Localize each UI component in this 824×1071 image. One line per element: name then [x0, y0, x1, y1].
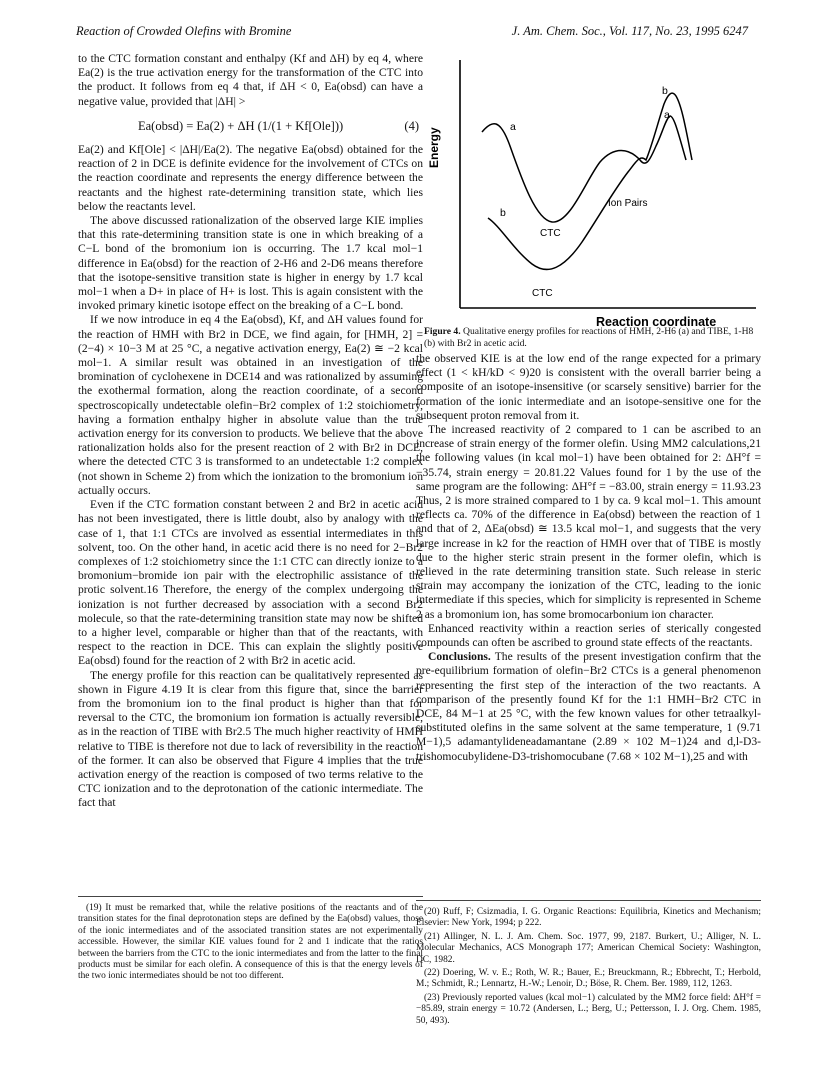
running-head-citation: J. Am. Chem. Soc., Vol. 117, No. 23, 1995 6247 — [511, 24, 748, 38]
x-axis-label: Reaction coordinate — [596, 315, 717, 326]
footnotes-right — [416, 900, 761, 1029]
figure-caption-text: Qualitative energy profiles for reactions of HMH, 2-H6 (a) and TIBE, 1-H8 (b) with Br2 in acetic acid. — [424, 326, 754, 349]
figure-caption — [424, 326, 760, 350]
equation-4 — [78, 119, 423, 133]
paragraph: Enhanced reactivity within a reaction series of sterically congested compounds can often be ascribed to ground state effects of the reactants. — [416, 621, 761, 650]
label-a-left: a — [510, 121, 516, 133]
left-column — [78, 52, 423, 811]
paragraph: The energy profile for this reaction can be qualitatively represented as shown in Figure 4.19 It is clear from this figure that, since the barrier from the bromonium ion to the final product is higher than that for reversal to the CTC, the bromonium ion formation is actually reversible, as in the reaction of TIBE with Br2.5 The much higher reactivity of HMH relative to TIBE is therefore not due to lack of reversibility in the reaction of the former. It can also be observed that Figure 4 implies that the true activation energy of the reaction is composed of two terms relative to the CTC ionization and to the deprotonation of the cationic intermediate. The fact that — [78, 668, 423, 810]
paragraph: The above discussed rationalization of the observed large KIE implies that this rate-determining transition state is one in which breaking of a C−L bond of the bromonium ion is occurring. The 1.7 kcal mol−1 difference in Ea(obsd) for the reaction of 2-H6 and 2-D6 means therefore that the isotope-sensitive transition state is higher in energy by 1.7 kcal mol−1 when a D+ in place of H+ is lost. This is again consistent with the invoked primary kinetic isotope effect on the breaking of a C−L bond. — [78, 214, 423, 313]
footnote-19: (19) It must be remarked that, while the relative positions of the reactants and of the transition states for the final deprotonation steps are defined by the Ea(obsd) values, those of the ionic intermediates and of the associated transition states are not experimentally accessible. However, the similar KIE values found for 2 and 1 indicate that the ratios between the barriers from the CTC to the ionic intermediates and from the latter to the final products must be similar for each olefin. A consequence of this is that the energy levels of the two ionic intermediates should be not too different. — [78, 903, 423, 982]
right-column — [416, 352, 761, 764]
figure-caption-label: Figure 4. — [424, 326, 461, 337]
running-head — [0, 24, 824, 44]
paragraph: to the CTC formation constant and enthalpy (Kf and ΔH) by eq 4, where Ea(2) is the true activation energy for the transformation of the CTC into the product. It follows from eq 4 that, if ΔH < 0, Ea(obsd) can have a negative value, provided that |ΔH| > — [78, 52, 423, 108]
footnote-23: (23) Previously reported values (kcal mol−1) calculated by the MM2 force field: ΔH°f = −85.89, strain energy = 10.72 (Andersen, L.; Berg, U.; Pettersson, I. J. Org. Chem. 1985, 50, 493). — [416, 992, 761, 1026]
running-head-title: Reaction of Crowded Olefins with Bromine — [76, 24, 292, 38]
paragraph: the observed KIE is at the low end of the range expected for a primary effect (1 < kH/kD < 9)20 is consistent with the overall barrier being a composite of an isotope-insensitive (or scarsely sensitive) barrier for the formation of the ionic intermediate and an isotope-sensitive one for the subsequent proton removal from it. — [416, 352, 761, 422]
conclusions-heading: Conclusions. — [428, 650, 491, 664]
label-a-peak: a — [664, 109, 670, 121]
label-ctc-lower: CTC — [532, 288, 553, 299]
label-b-peak: b — [662, 85, 668, 97]
equation-number: (4) — [404, 118, 419, 133]
paragraph: The increased reactivity of 2 compared to 1 can be ascribed to an increase of strain energy of the former olefin. Using MM2 calculations,21 the following values (in kcal mol−1) have been obtained for 2: ΔH°f = −35.74, strain energy = 20.81.22 Values found for 1 by the use of the same program are the following: ΔH°f = −83.00, strain energy = 11.93.23 Thus, 2 is more strained compared to 1 by ca. 9 kcal mol−1. This amount reflects ca. 70% of the difference in Ea(obsd) between the reaction of 1 and that of 2, ΔEa(obsd) ≅ 13.5 kcal mol−1, and suggests that the very large increase in k2 for the reaction of HMH over that of TIBE is mostly due to the higher steric strain present in the former olefin, which is relieved in the rate determining transition state. Such release in steric strain may accompany the ionization of the CTC, leading to the ionic intermediate if this species, which for simplicity is represented in Scheme 2 as a bromonium ion, has some bromocarbonium ion character. — [416, 423, 761, 621]
paragraph-conclusions — [416, 650, 761, 764]
paragraph: Even if the CTC formation constant between 2 and Br2 in acetic acid has not been investigated, there is little doubt, also by analogy with the case of 1, that 1:1 CTCs are involved as essential intermediates in this solvent, too. On the other hand, in acetic acid there is no need for 2−Br2 complexes of 1:2 stoichiometry since the 1:1 CTC can directly ionize to a bromonium−bromide ion pair with the electrophilic assistance of the protic solvent.16 Therefore, the energy of the complex undergoing the ionization is not further decreased by association with a second Br2 molecule, so that the rate-determining transition state may now be shifted to a higher level, comparable or higher than that of the reactants, with respect to the reaction in DCE. This can explain the slightly positive Ea(obsd) found for the reaction of 2 with Br2 in acetic acid. — [78, 498, 423, 668]
profile-curve-b — [488, 93, 692, 269]
footnote-20: (20) Ruff, F; Csizmadia, I. G. Organic Reactions: Equilibria, Kinetics and Mechanism; Elsevier: New York, 1994; p 222. — [416, 907, 761, 929]
paragraph: If we now introduce in eq 4 the Ea(obsd), Kf, and ΔH values found for the reaction of HMH with Br2 in DCE, we find again, for [HMH, 2] = (2−4) × 10−3 M at 25 °C, a negative activation energy, Ea(2) ≅ −2 kcal mol−1. A similar result was obtained in an investigation of the bromination of cyclohexene in DCE14 and was rationalized by assuming the exothermal formation, along the reaction coordinate, of a second spectroscopically undetectable olefin−Br2 complex of 1:2 stoichiometry, having a formation enthalpy higher in absolute value than the true activation energy for its conversion to products. We believe that the above rationalization holds also for the present reaction of 2 with Br2 in DCE, where the detected CTC 3 is transformed to an undetectable 1:2 complex (not shown in Scheme 2) from which the ionization to the bromonium ion actually occurs. — [78, 313, 423, 497]
footnote-21: (21) Allinger, N. L. J. Am. Chem. Soc. 1977, 99, 2187. Burkert, U.; Alliger, N. L. Molecular Mechanics, ACS Monograph 177; American Chemical Society: Washington, DC, 1982. — [416, 931, 761, 965]
label-b-left: b — [500, 207, 506, 219]
label-ctc-upper: CTC — [540, 228, 561, 239]
conclusions-text: The results of the present investigation confirm that the pre-equilibrium formation of olefin−Br2 CTCs is a general phenomenon representing the first step of the interaction of the two reactants. A comparison of the presently found Kf for the 1:1 HMH−Br2 CTC in DCE, 84 M−1 at 25 °C, with the few known values for other tetraalkyl-substituted olefins in the same solvent at the same temperature, 1 (9.71 M−1),5 adamantylideneadamantane (2.89 × 102 M−1)24 and d,l-D3-trishomocubylidene-D3-trishomocubane (7.68 × 102 M−1),25 and with — [416, 650, 761, 763]
footnotes-left — [78, 896, 423, 985]
footnote-22: (22) Doering, W. v. E.; Roth, W. R.; Bauer, E.; Breuckmann, R.; Ebbrecht, T.; Herbold, M.; Schmidt, R.; Lennartz, H.-W.; Lenoir, D.; Böse, R. Chem. Ber. 1989, 112, 1263. — [416, 968, 761, 990]
equation-body: Ea(obsd) = Ea(2) + ΔH (1/(1 + Kf[Ole])) — [138, 118, 344, 133]
y-axis-label: Energy — [427, 127, 441, 168]
figure-4 — [424, 50, 764, 350]
energy-profile-plot — [424, 50, 764, 326]
paragraph: Ea(2) and Kf[Ole] < |ΔH|/Ea(2). The negative Ea(obsd) obtained for the reaction of 2 in DCE is definite evidence for the involvement of CTCs on the reaction coordinate and represents the energy difference between the reactants and the highest rate-determining transition state, which lies below the reactants level. — [78, 143, 423, 213]
label-ion-pairs: Ion Pairs — [608, 198, 648, 209]
